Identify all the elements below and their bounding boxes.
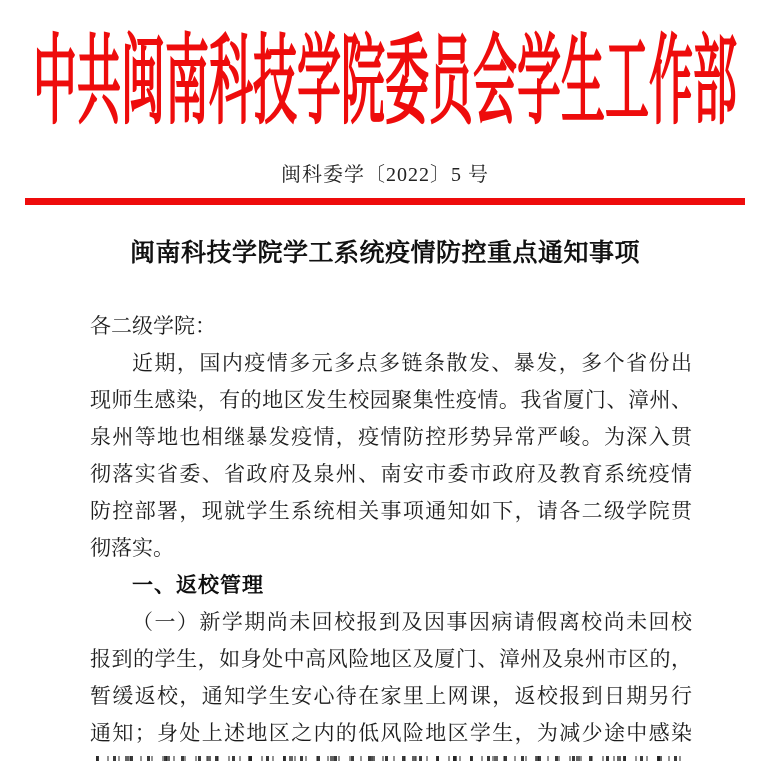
paragraph1-line: 泉州等地也相继暴发疫情，疫情防控形势异常严峻。为深入贯 — [90, 425, 692, 449]
document-body — [90, 308, 692, 752]
paragraph1-line: 现师生感染，有的地区发生校园聚集性疫情。我省厦门、漳州、 — [90, 388, 692, 412]
letterhead — [0, 24, 770, 139]
section-heading-return-management: 一、返校管理 — [132, 574, 264, 597]
paragraph2-line: 暂缓返校，通知学生安心待在家里上网课，返校报到日期另行 — [90, 684, 692, 708]
paragraph2-line: （一）新学期尚未回校报到及因事因病请假离校尚未回校 — [132, 610, 692, 634]
paragraph1-line: 防控部署，现就学生系统相关事项通知如下，请各二级学院贯 — [90, 499, 692, 523]
paragraph1-line: 彻落实省委、省政府及泉州、南安市委市政府及教育系统疫情 — [90, 462, 692, 486]
letterhead-org-name: 中共闽南科技学院委员会学生工作部 — [33, 27, 737, 136]
document-number: 闽科委学〔2022〕5 号 — [281, 164, 489, 186]
paragraph2-line: 通知；身处上述地区之内的低风险地区学生，为减少途中感染 — [90, 721, 692, 745]
clipped-next-line-fragments — [96, 756, 682, 761]
red-divider-line — [25, 198, 745, 205]
paragraph2-line: 报到的学生，如身处中高风险地区及厦门、漳州及泉州市区的， — [90, 647, 692, 671]
notice-title: 闽南科技学院学工系统疫情防控重点通知事项 — [129, 240, 640, 267]
salutation-line: 各二级学院： — [90, 314, 216, 338]
paragraph1-line: 彻落实。 — [90, 536, 174, 560]
paragraph1-line: 近期，国内疫情多元多点多链条散发、暴发，多个省份出 — [132, 351, 692, 375]
